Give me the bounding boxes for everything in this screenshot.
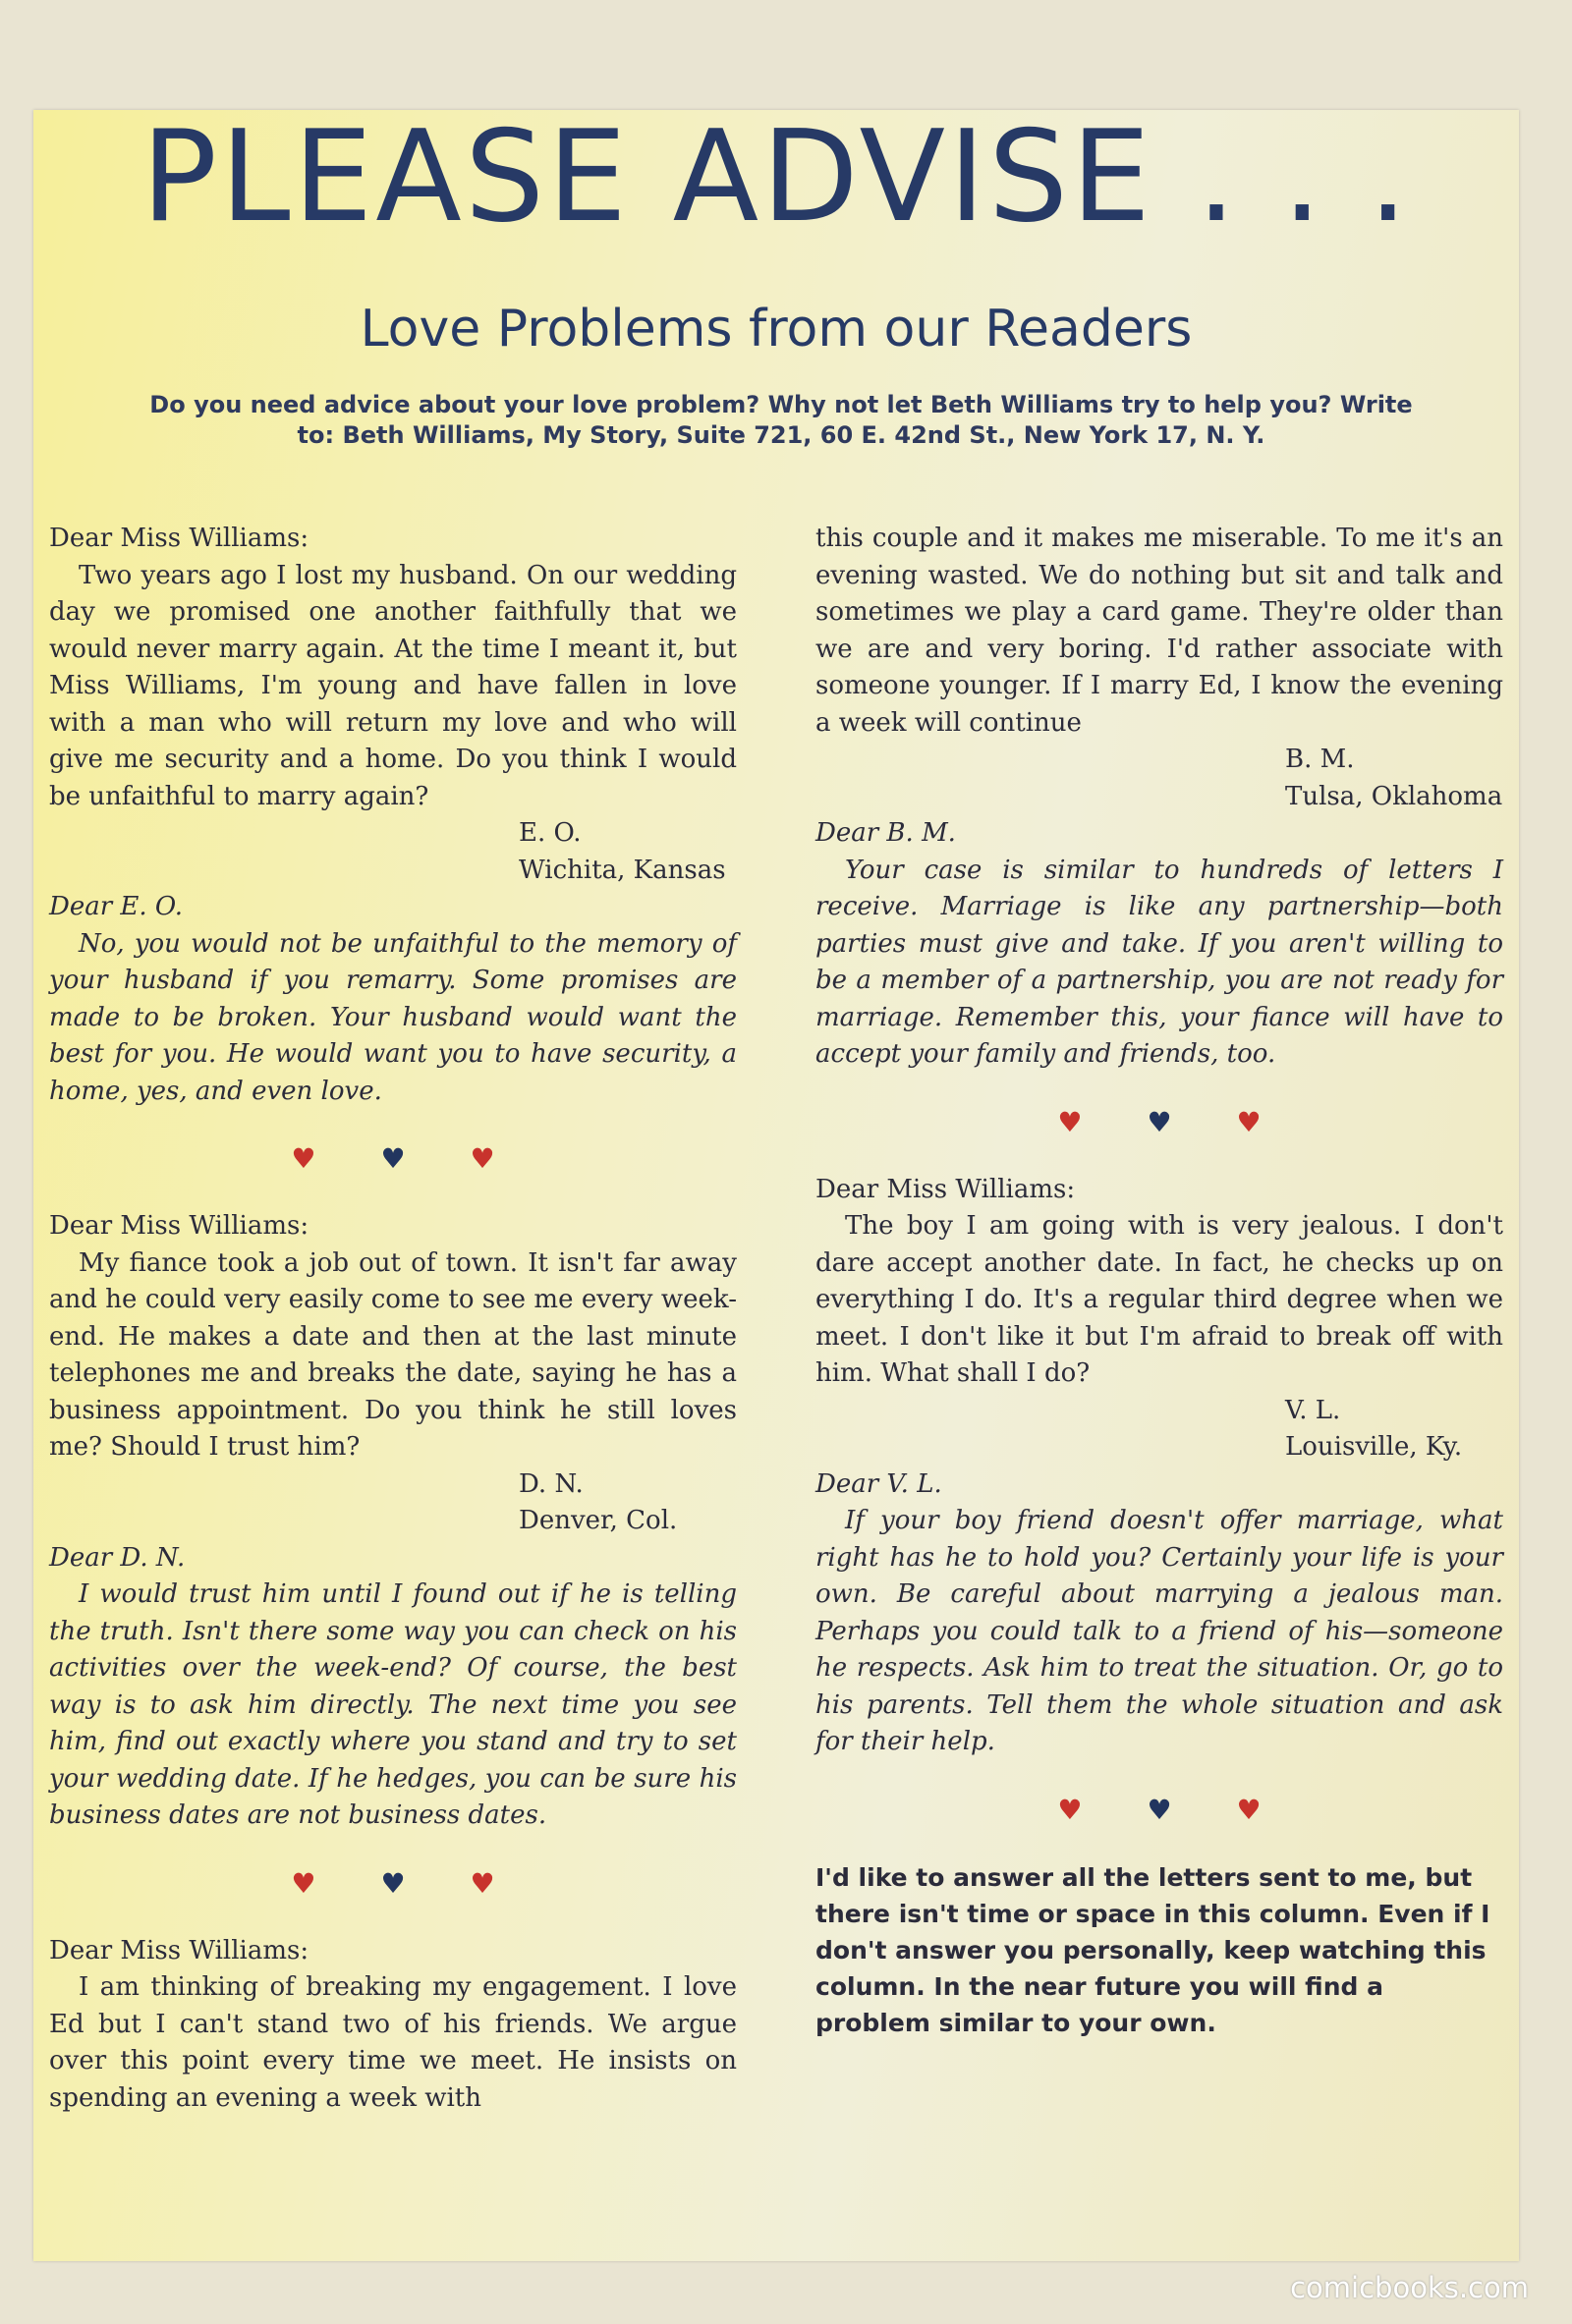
letter-initials: B. M. xyxy=(1285,745,1355,774)
heart-icon: ♥ xyxy=(291,1142,316,1175)
heart-divider xyxy=(49,1139,737,1179)
page-subtitle: Love Problems from our Readers xyxy=(360,300,1193,359)
letter-body: My fiance took a job out of town. It isn't far away and he could very easily come to see me every week-end. He makes a date and then at the last minute telephones me and breaks the date, saying he has a business appointment. Do you think he still loves me? Should I trust him? xyxy=(49,1247,737,1462)
right-column xyxy=(815,521,1503,2041)
heart-icon: ♥ xyxy=(1147,1105,1172,1138)
heart-icon: ♥ xyxy=(1147,1793,1172,1826)
heart-icon: ♥ xyxy=(380,1866,406,1900)
closing-note: I'd like to answer all the letters sent to me, but there isn't time or space in this column. Even if I don't answer you personally, keep watching this column. In the near future you will find a problem similar to your own. xyxy=(815,1862,1490,2037)
letter-body: Two years ago I lost my husband. On our wedding day we promised one another faithfully that we would never marry again. At the time I meant it, but Miss Williams, I'm young and have fallen in love with a man who will return my love and who will give me security and a home. Do you think I would be unfaithful to marry again? xyxy=(49,560,737,811)
intro-line: Do you need advice about your love problem? Why not let Beth Williams try to help you? Write xyxy=(149,391,1413,418)
intro-text xyxy=(49,390,1513,450)
heart-icon: ♥ xyxy=(1236,1105,1262,1138)
letter-body: I am thinking of breaking my engagement. I love Ed but I can't stand two of his friends. We argue over this point every time we meet. He insists on spending an evening a week with xyxy=(49,1972,737,2113)
heart-icon: ♥ xyxy=(1057,1105,1083,1138)
reply-salutation: Dear D. N. xyxy=(49,1542,186,1573)
reply-body: I would trust him until I found out if he is telling the truth. Isn't there some way you can check on his activities over the week-end? Of course, the best way is to ask him directly. The next time you see him, find out exactly where you stand and try to set your wedding date. If he hedges, you can be sure his business dates are not business dates. xyxy=(49,1579,737,1830)
reply-salutation: Dear E. O. xyxy=(49,892,183,921)
letter-salutation: Dear Miss Williams: xyxy=(49,1935,309,1965)
heart-icon: ♥ xyxy=(1236,1793,1262,1826)
reply-salutation: Dear B. M. xyxy=(815,818,956,848)
heart-icon: ♥ xyxy=(470,1866,495,1900)
letter-initials: E. O. xyxy=(519,818,582,848)
page-title: PLEASE ADVISE . . . xyxy=(140,104,1412,250)
letter-location: Wichita, Kansas xyxy=(519,855,726,885)
heart-divider xyxy=(815,1103,1503,1142)
letter-salutation: Dear Miss Williams: xyxy=(49,524,309,553)
reply-body: If your boy friend doesn't offer marriage, what right has he to hold you? Certainly your life is your own. Be careful about marrying a jealous man. Perhaps you could talk to a friend of his—someone he respects. Ask him to treat the situation. Or, go to his parents. Tell them the whole situation and ask for their help. xyxy=(815,1506,1503,1756)
heart-icon: ♥ xyxy=(380,1142,406,1175)
letter-initials: V. L. xyxy=(1285,1395,1341,1425)
letter-location: Denver, Col. xyxy=(519,1506,678,1535)
intro-line: to: Beth Williams, My Story, Suite 721, 60 E. 42nd St., New York 17, N. Y. xyxy=(297,420,1265,449)
heart-icon: ♥ xyxy=(291,1866,316,1900)
letter-salutation: Dear Miss Williams: xyxy=(815,1174,1076,1204)
heart-icon: ♥ xyxy=(1057,1793,1083,1826)
letter-location: Louisville, Ky. xyxy=(1285,1432,1463,1462)
reply-salutation: Dear V. L. xyxy=(815,1468,942,1499)
letter-salutation: Dear Miss Williams: xyxy=(49,1211,309,1241)
watermark: comicbooks.com xyxy=(1290,2271,1529,2304)
letter-body-continued: this couple and it makes me miserable. To me it's an evening wasted. We do nothing but sit and talk and sometimes we play a card game. They're older than we are and very boring. I'd rather associate with someone younger. If I marry Ed, I know the evening a week will continue xyxy=(815,524,1503,738)
letter-body: The boy I am going with is very jealous. I don't dare accept another date. In fact, he checks up on everything I do. It's a regular third degree when we meet. I don't like it but I'm afraid to break off with him. What shall I do? xyxy=(815,1211,1503,1388)
heart-divider xyxy=(815,1791,1503,1830)
reply-body: No, you would not be unfaithful to the memory of your husband if you remarry. Some promises are made to be broken. Your husband would want the best for you. He would want you to have security, a home, yes, and even love. xyxy=(49,928,737,1106)
left-column xyxy=(49,521,737,2117)
letter-initials: D. N. xyxy=(519,1468,584,1499)
magazine-page xyxy=(33,104,1519,2261)
heart-icon: ♥ xyxy=(470,1142,495,1175)
heart-divider xyxy=(49,1864,737,1904)
reply-body: Your case is similar to hundreds of letters I receive. Marriage is like any partnership—both parties must give and take. If you aren't willing to be a member of a partnership, you are not ready for marriage. Remember this, your fiance will have to accept your family and friends, too. xyxy=(815,855,1503,1069)
letter-location: Tulsa, Oklahoma xyxy=(1285,781,1503,811)
